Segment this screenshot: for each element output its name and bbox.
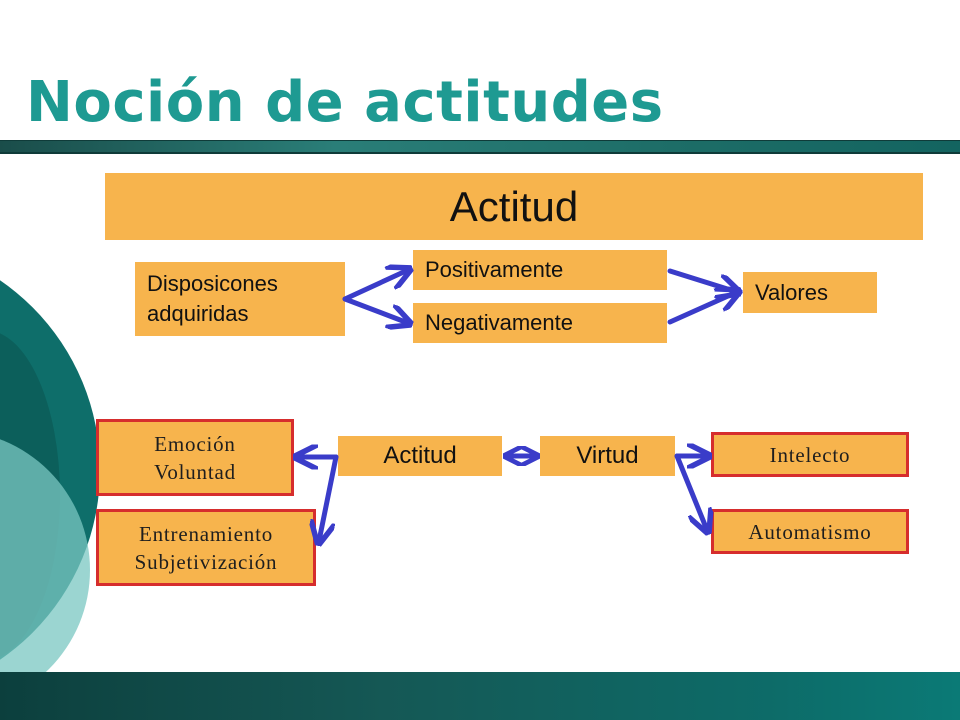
header-actitud: Actitud: [105, 173, 923, 240]
node-emocion: Emoción: [154, 431, 236, 456]
node-automatismo: Automatismo: [711, 509, 909, 554]
node-actitud: Actitud: [338, 436, 502, 476]
node-voluntad: Voluntad: [154, 459, 236, 484]
node-disposiciones-line1: Disposicones: [147, 271, 278, 296]
node-negativamente: Negativamente: [413, 303, 667, 343]
arrow-virtud-to-automatismo: [677, 456, 707, 530]
node-subjetivizacion: Subjetivización: [134, 549, 278, 574]
node-valores: Valores: [743, 272, 877, 313]
arrow-disp-to-pos: [345, 270, 408, 299]
arrow-disp-to-neg: [345, 299, 408, 323]
node-intelecto: Intelecto: [711, 432, 909, 477]
arrow-neg-to-val: [670, 292, 737, 322]
node-positivamente: Positivamente: [413, 250, 667, 290]
arrow-pos-to-val: [670, 271, 737, 292]
footer-bar: [0, 672, 960, 720]
arrow-actitud-to-entrenamiento: [319, 457, 336, 541]
slide-title: Noción de actitudes: [26, 70, 664, 135]
node-disposiciones-line2: adquiridas: [147, 301, 249, 326]
node-entrenamiento: Entrenamiento: [138, 521, 274, 546]
node-virtud: Virtud: [540, 436, 675, 476]
